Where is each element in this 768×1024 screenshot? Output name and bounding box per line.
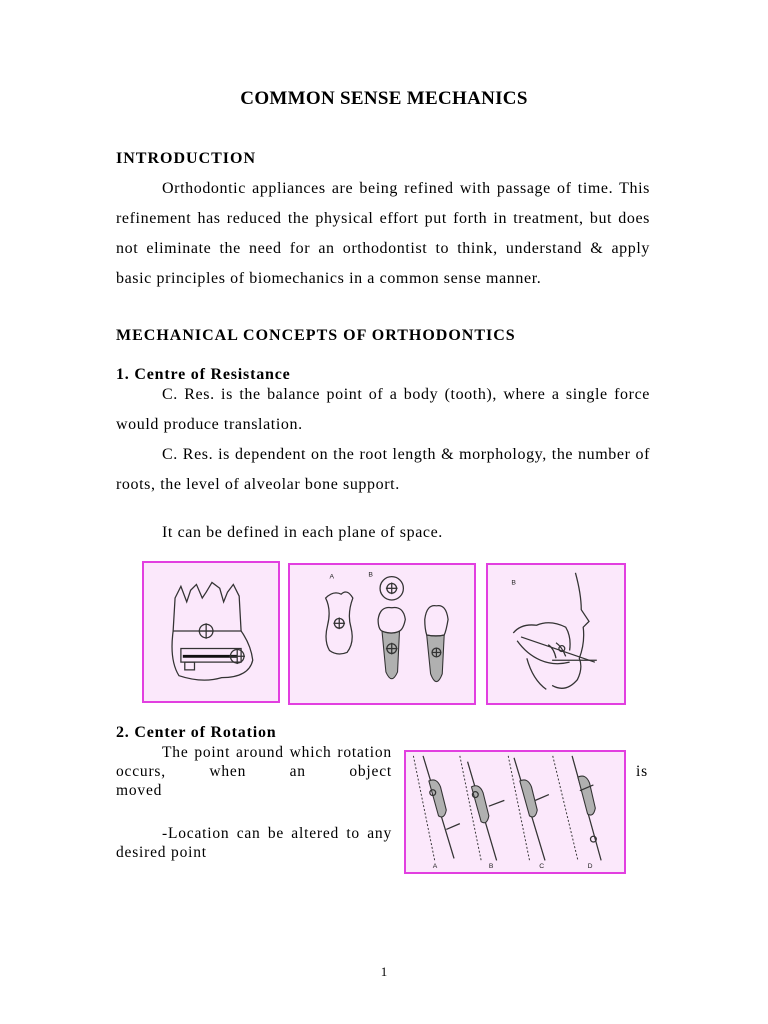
figure-rotation-diagrams (404, 750, 626, 874)
page-title: COMMON SENSE MECHANICS (240, 88, 528, 109)
section2-text-1-right: is (636, 763, 648, 780)
rotation-diagrams-drawing (406, 752, 624, 872)
section1-paragraph-1 (116, 380, 650, 440)
intro-text: Orthodontic appliances are being refined with passage of time. This refinement has reduced the physical effort put forth in treatment, but does not eliminate the need for an orthodontist to think, understand & apply basic principles of biomechanics in a common sense manner. (116, 180, 650, 287)
section1-heading: 1. Centre of Resistance (116, 366, 291, 383)
anterior-teeth-drawing (290, 565, 474, 703)
section2-text-2: -Location can be altered to any desired point (116, 825, 392, 861)
fig4-label-c: C (539, 863, 545, 871)
figure-anterior-teeth (288, 563, 476, 705)
fig4-label-a: A (432, 863, 438, 871)
intro-heading: INTRODUCTION (116, 150, 257, 167)
facial-profile-drawing (488, 565, 624, 703)
section1-text-2: C. Res. is dependent on the root length & morphology, the number of roots, the level of alveolar bone support. (116, 446, 650, 493)
fig4-label-d: D (587, 863, 593, 871)
fig3-label-b: B (511, 579, 516, 587)
page-number: 1 (380, 964, 388, 979)
section1-paragraph-2 (116, 440, 650, 500)
section2-text-1: The point around which rotation occurs, when an object (116, 744, 392, 780)
intro-paragraph (116, 174, 650, 294)
mechanical-concepts-heading: MECHANICAL CONCEPTS OF ORTHODONTICS (116, 327, 516, 344)
fig4-label-b: B (488, 863, 494, 871)
section2-paragraph-1 (116, 743, 392, 781)
section2-text-1-end: moved (116, 782, 163, 799)
section2-heading: 2. Center of Rotation (116, 724, 277, 741)
section1-text-1: C. Res. is the balance point of a body (tooth), where a single force would produce translation. (116, 386, 650, 433)
molar-tooth-drawing (144, 563, 278, 701)
fig2-label-a: A (329, 573, 335, 581)
fig2-label-b: B (368, 571, 373, 579)
figure-molar-tooth (142, 561, 280, 703)
section2-paragraph-2 (116, 824, 392, 862)
section1-text-3: It can be defined in each plane of space. (162, 524, 443, 541)
section1-paragraph-3 (116, 518, 650, 548)
figure-facial-profile (486, 563, 626, 705)
